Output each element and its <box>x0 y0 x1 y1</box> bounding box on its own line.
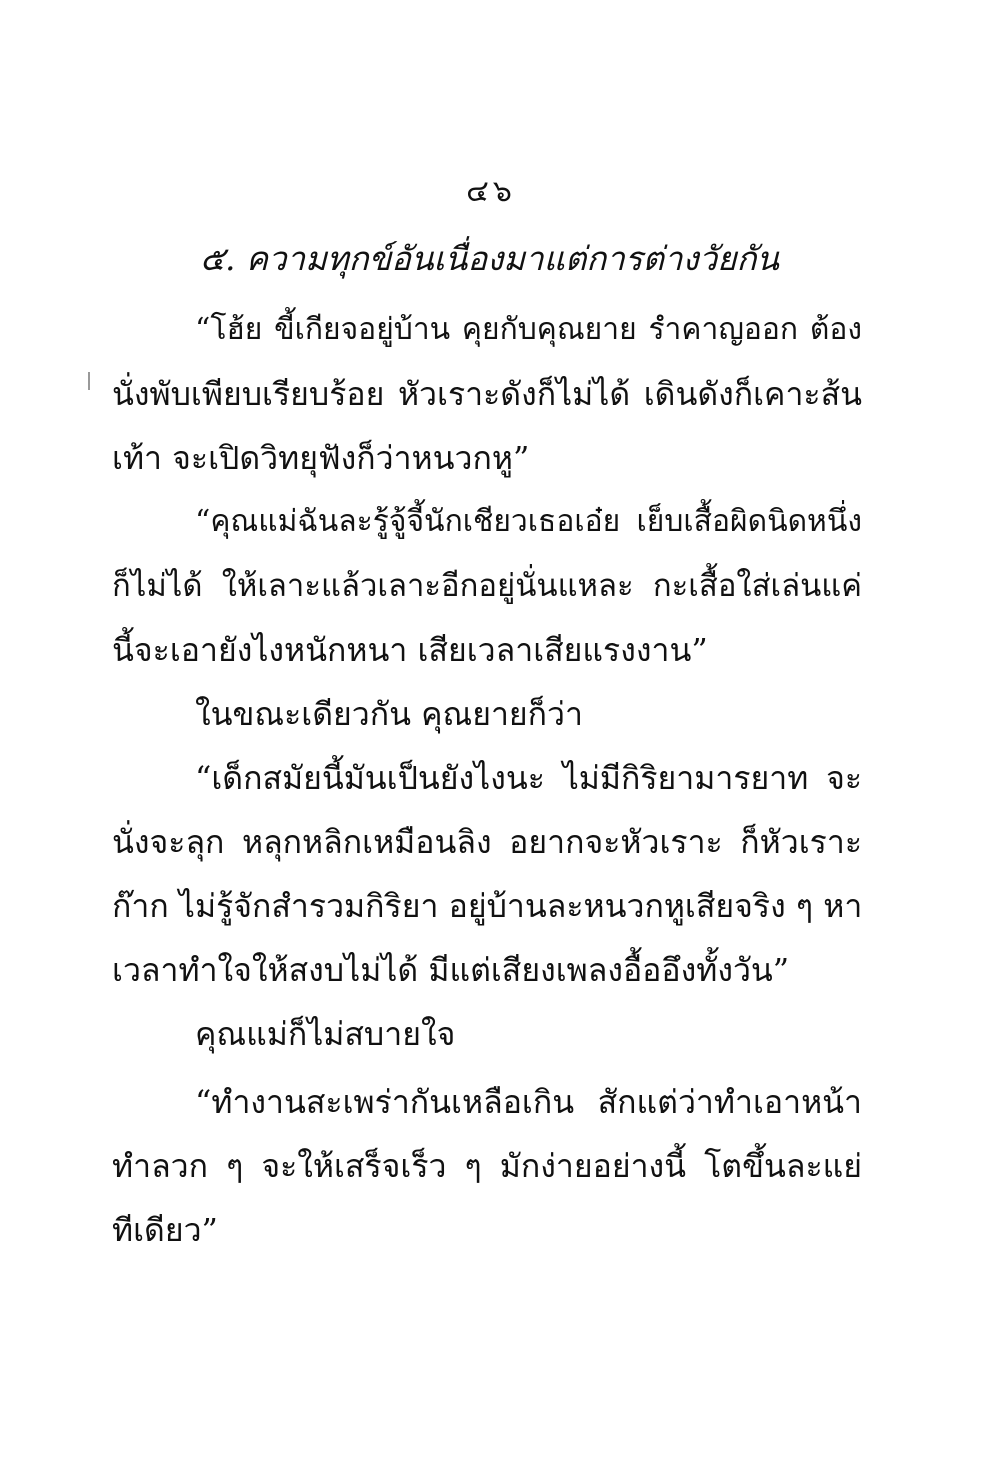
section-title: ๕. ความทุกข์อันเนื่องมาแต่การต่างวัยกัน <box>200 239 779 278</box>
paragraph-line: ทีเดียว” <box>112 1211 218 1249</box>
paragraph-line: ก็ไม่ได้ ให้เลาะแล้วเลาะอีกอยู่นั่นแหละ กะเสื้อใส่เล่นแค่ <box>112 568 862 604</box>
paragraph-line: นั่งพับเพียบเรียบร้อย หัวเราะดังก็ไม่ได้ เดินดังก็เคาะส้น <box>112 375 862 413</box>
paragraph-line: เวลาทำใจให้สงบไม่ได้ มีแต่เสียงเพลงอื้ออึงทั้งวัน” <box>112 951 790 989</box>
paragraph-line: เท้า จะเปิดวิทยุฟังก็ว่าหนวกหู” <box>112 439 530 477</box>
paragraph-line: ในขณะเดียวกัน คุณยายก็ว่า <box>195 695 583 733</box>
paragraph-line: “โฮ้ย ขี้เกียจอยู่บ้าน คุยกับคุณยาย รำคาญออก ต้อง <box>195 312 862 347</box>
margin-mark <box>88 372 90 390</box>
paragraph-line: “คุณแม่ฉันละรู้จู้จี้นักเชียวเธอเอ๋ย เย็บเสื้อผิดนิดหนึ่ง <box>195 504 862 539</box>
paragraph-line: คุณแม่ก็ไม่สบายใจ <box>195 1015 456 1053</box>
paragraph-line: นั่งจะลุก หลุกหลิกเหมือนลิง อยากจะหัวเราะ ก็หัวเราะ <box>112 823 862 861</box>
paragraph-line: ก๊าก ไม่รู้จักสำรวมกิริยา อยู่บ้านละหนวกหูเสียจริง ๆ หา <box>112 887 863 925</box>
page-number: ๔๖ <box>466 174 516 209</box>
paragraph-line: นี้จะเอายังไงหนักหนา เสียเวลาเสียแรงงาน” <box>112 631 708 669</box>
paragraph-line: ทำลวก ๆ จะให้เสร็จเร็ว ๆ มักง่ายอย่างนี้ โตขึ้นละแย่ <box>112 1147 862 1185</box>
paragraph-line: “เด็กสมัยนี้มันเป็นยังไงนะ ไม่มีกิริยามารยาท จะ <box>195 759 862 797</box>
paragraph-line: “ทำงานสะเพร่ากันเหลือเกิน สักแต่ว่าทำเอาหน้า <box>195 1083 862 1121</box>
